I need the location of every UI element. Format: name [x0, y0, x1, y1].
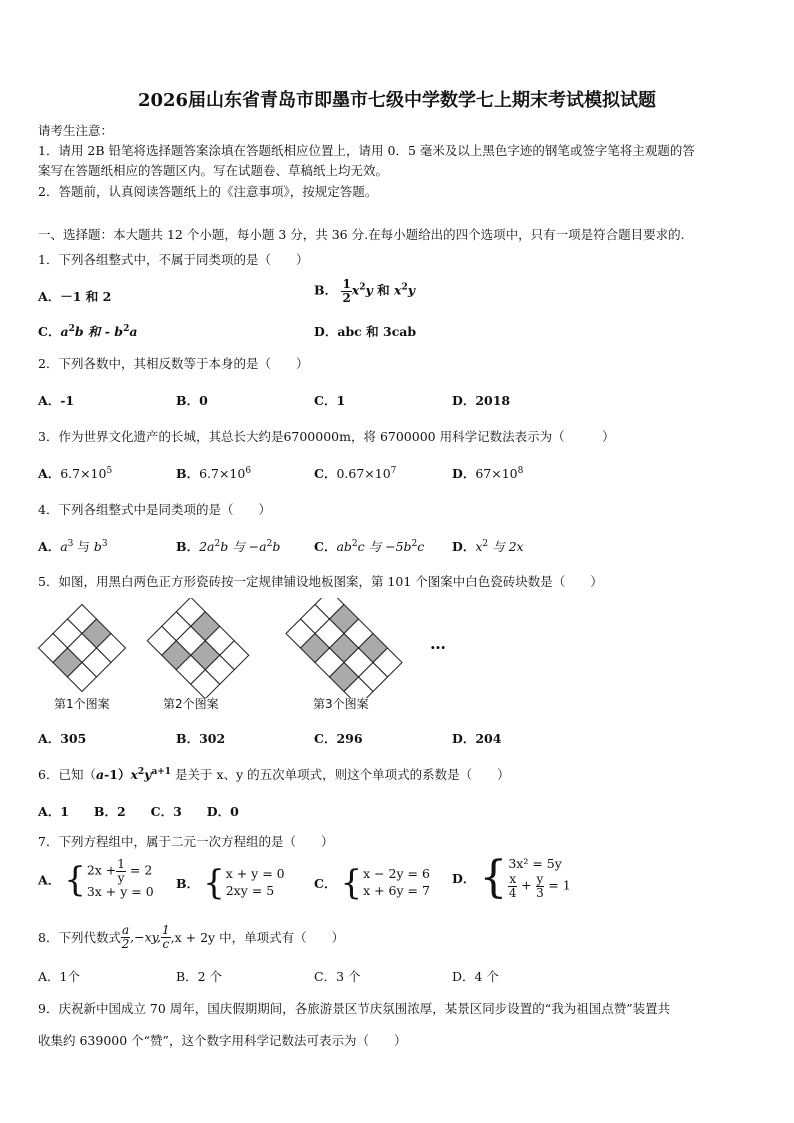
page-title: 2026届山东省青岛市即墨市七级中学数学七上期末考试模拟试题 [137, 90, 657, 111]
fraction-denominator: c [162, 936, 170, 951]
exponent: 2 [266, 538, 273, 549]
exponent: 2 [214, 538, 221, 549]
fraction [536, 873, 545, 899]
exponent: 3 [101, 538, 108, 549]
equation-part: = 1 [544, 877, 571, 893]
question-3-stem: 3．作为世界文化遗产的长城，其总长大约是6700000m，将 6700000 用科学记数法表示为（ ） [38, 429, 615, 444]
fraction-denominator: 4 [508, 885, 517, 900]
question-4-option-d [452, 537, 524, 555]
option-label: D． [452, 539, 476, 554]
exponent: 2 [401, 282, 408, 293]
question-4-option-a [38, 537, 108, 555]
fraction-denominator: 2 [121, 936, 130, 951]
option-label: D． [452, 871, 476, 886]
fraction-one-half [341, 278, 351, 304]
question-5-option-c: C．296 [314, 731, 363, 746]
equation-part: = 2 [125, 862, 153, 878]
variable-x: x [351, 282, 360, 298]
question-7-option-a [38, 858, 154, 901]
fraction [116, 858, 126, 884]
stem-text: 是关于 x、y 的五次单项式，则这个单项式的系数是（ ） [171, 767, 510, 782]
question-5-option-a: A．305 [38, 731, 87, 746]
option-label: B． [176, 539, 200, 554]
stem-text: 8．下列代数式 [38, 930, 121, 946]
question-3-option-a [38, 464, 112, 482]
question-3-option-b [176, 464, 251, 482]
option-label: C． [314, 539, 337, 554]
left-brace: { [340, 863, 363, 903]
tile-figure-3 [286, 598, 402, 698]
expression: 2a [199, 539, 215, 554]
question-7-option-d [452, 852, 571, 903]
equation-system [64, 858, 154, 901]
equation-row: x + 6y = 7 [363, 883, 430, 898]
fraction-numerator: 1 [162, 923, 170, 937]
option-label: A． [38, 872, 61, 888]
left-brace: { [64, 859, 86, 900]
variable-x: x [130, 767, 138, 782]
option-label: B． [176, 876, 200, 891]
question-5-option-b: B．302 [176, 731, 226, 746]
fraction [508, 873, 517, 899]
notice-item-1-line-1: 1．请用 2B 铅笔将选择题答案涂填在答题纸相应位置上，请用 0．5 毫米及以上黑色字迹的钢笔或签字笔将主观题的答 [38, 143, 695, 158]
expression: ab [336, 539, 352, 554]
equation-system [340, 863, 430, 903]
notice-item-2: 2．答题前，认真阅读答题纸上的《注意事项》，按规定答题。 [38, 184, 378, 199]
equation-row: 3x² = 5y [508, 856, 562, 872]
connector-text: 和 [372, 282, 394, 298]
notice-heading: 请考生注意： [38, 123, 114, 138]
equation-row: x − 2y = 6 [363, 866, 430, 882]
equation-row: x + y = 0 [225, 866, 285, 882]
expression: x [475, 539, 483, 554]
notice-item-1-line-2: 案写在答题纸相应的答题区内。写在试题卷、草稿纸上均无效。 [38, 163, 389, 178]
question-1-option-b [314, 278, 415, 304]
question-4-option-c [314, 537, 424, 555]
equation-row: 2xy = 5 [225, 883, 275, 898]
section-heading: 一、选择题：本大题共 12 个小题，每小题 3 分，共 36 分.在每小题给出的四个选项中，只有一项是符合题目要求的. [38, 227, 685, 242]
option-label: C． [314, 466, 337, 481]
fraction-numerator: x [509, 872, 517, 887]
question-2-option-c: C．1 [314, 393, 346, 408]
question-2-option-b: B．0 [176, 393, 208, 408]
exponent: 2 [351, 538, 358, 549]
option-label: A． [38, 466, 61, 481]
question-9-line-1: 9．庆祝新中国成立 70 周年，国庆假期期间，各旅游景区节庆氛围浓厚，某景区同步设置的“我为祖国点赞”装置共 [38, 1001, 671, 1016]
equation-part: 2x + [86, 862, 117, 878]
equation-row: 3x + y = 0 [86, 884, 154, 900]
fraction-denominator: 3 [536, 885, 544, 900]
equation-system [479, 852, 571, 903]
expression-text: b 和 - b [74, 324, 124, 339]
equation-part: + [517, 877, 536, 893]
exponent: 2 [411, 538, 418, 549]
question-8-option-a: A．1个 [38, 969, 80, 984]
tile-figure-1 [39, 605, 126, 692]
question-1-option-c [38, 322, 137, 340]
connector-text: 与 [73, 539, 94, 554]
question-7-option-c [314, 863, 430, 903]
question-7-stem: 7．下列方程组中，属于二元一次方程组的是（ ） [38, 834, 334, 849]
question-3-option-c [314, 464, 396, 482]
fraction [161, 924, 171, 950]
variable-y: y [407, 282, 415, 298]
exponent: 7 [390, 465, 397, 476]
exponent: 2 [68, 323, 75, 334]
exponent: 2 [482, 538, 489, 549]
left-brace: { [479, 852, 508, 903]
question-2-stem: 2．下列各数中，其相反数等于本身的是（ ） [38, 356, 309, 371]
fraction-numerator: 1 [117, 857, 125, 871]
expression: b 与 −a [220, 539, 267, 554]
option-label: C． [314, 876, 337, 891]
option-label: B． [314, 282, 338, 298]
variable-a: a [95, 767, 105, 782]
question-3-option-d [452, 464, 523, 482]
exponent: 5 [106, 465, 113, 476]
question-9-line-2: 收集约 639000 个“赞”，这个数字用科学记数法可表示为（ ） [38, 1033, 407, 1048]
expression: c 与 −5b [357, 539, 412, 554]
question-1-option-a: A．－1 和 2 [38, 289, 112, 304]
question-8-stem [38, 924, 344, 950]
figure-2-label: 第2个图案 [163, 697, 219, 711]
option-value: 6.7×10 [199, 466, 246, 481]
option-label: A． [38, 539, 61, 554]
expression: a [60, 539, 68, 554]
ellipsis: … [430, 634, 446, 653]
variable-a: a [60, 324, 69, 339]
expression: b [272, 539, 281, 554]
stem-text: ,x + 2y 中，单项式有（ ） [170, 930, 345, 946]
variable-a: a [129, 324, 138, 339]
option-value: 0.67×10 [336, 466, 391, 481]
question-8-option-c: C．3 个 [314, 969, 361, 984]
variable-y: y [365, 282, 373, 298]
fraction-denominator: 2 [342, 290, 351, 305]
equation-row [87, 858, 154, 884]
tile-figure-2 [147, 598, 249, 698]
left-brace: { [203, 863, 225, 903]
exponent: a+1 [151, 766, 172, 777]
question-8-option-b: B．2 个 [176, 969, 223, 984]
figure-3-label: 第3个图案 [313, 697, 369, 711]
question-1-option-d: D．abc 和 3cab [314, 324, 417, 339]
exponent: 3 [67, 538, 74, 549]
exponent: 2 [123, 323, 130, 334]
option-label: D． [452, 466, 476, 481]
figure-1-label: 第1个图案 [54, 697, 110, 711]
question-6-stem [38, 765, 510, 783]
question-4-stem: 4．下列各组整式中是同类项的是（ ） [38, 502, 271, 517]
equation-system [203, 863, 285, 903]
exponent: 8 [517, 465, 524, 476]
stem-text: -1） [104, 767, 131, 782]
fraction-numerator: 1 [342, 277, 351, 291]
question-1-stem: 1．下列各组整式中，不属于同类项的是（ ） [38, 252, 309, 267]
question-5-stem: 5．如图，用黑白两色正方形瓷砖按一定规律铺设地板图案，第 101 个图案中白色瓷砖块数是（ ） [38, 574, 603, 589]
question-7-option-b [176, 863, 285, 903]
stem-text: ,−xy, [130, 929, 161, 945]
fraction-numerator: y [536, 872, 544, 887]
question-6-options: A．1 B．2 C．3 D．0 [38, 804, 239, 819]
equation-row [508, 873, 570, 899]
question-2-option-d: D．2018 [452, 393, 511, 408]
expression: c [417, 539, 425, 554]
exponent: 2 [359, 282, 366, 293]
fraction-numerator: a [121, 923, 130, 937]
question-2-option-a: A．-1 [38, 393, 75, 408]
exponent: 2 [137, 766, 145, 777]
stem-text: 6．已知（ [38, 767, 96, 782]
question-5-option-d: D．204 [452, 731, 502, 746]
option-value: 67×10 [475, 466, 518, 481]
option-label: B． [176, 466, 200, 481]
variable-y: y [144, 767, 152, 782]
fraction [121, 924, 130, 950]
exponent: 6 [245, 465, 252, 476]
variable-x: x [394, 282, 402, 298]
option-label: C． [38, 324, 61, 339]
fraction-denominator: y [117, 870, 125, 885]
expression: b [93, 539, 102, 554]
expression: 与 2x [488, 539, 524, 554]
question-4-option-b [176, 537, 280, 555]
option-value: 6.7×10 [60, 466, 107, 481]
tile-pattern-figures [30, 598, 460, 698]
question-8-option-d: D．4 个 [452, 969, 499, 984]
